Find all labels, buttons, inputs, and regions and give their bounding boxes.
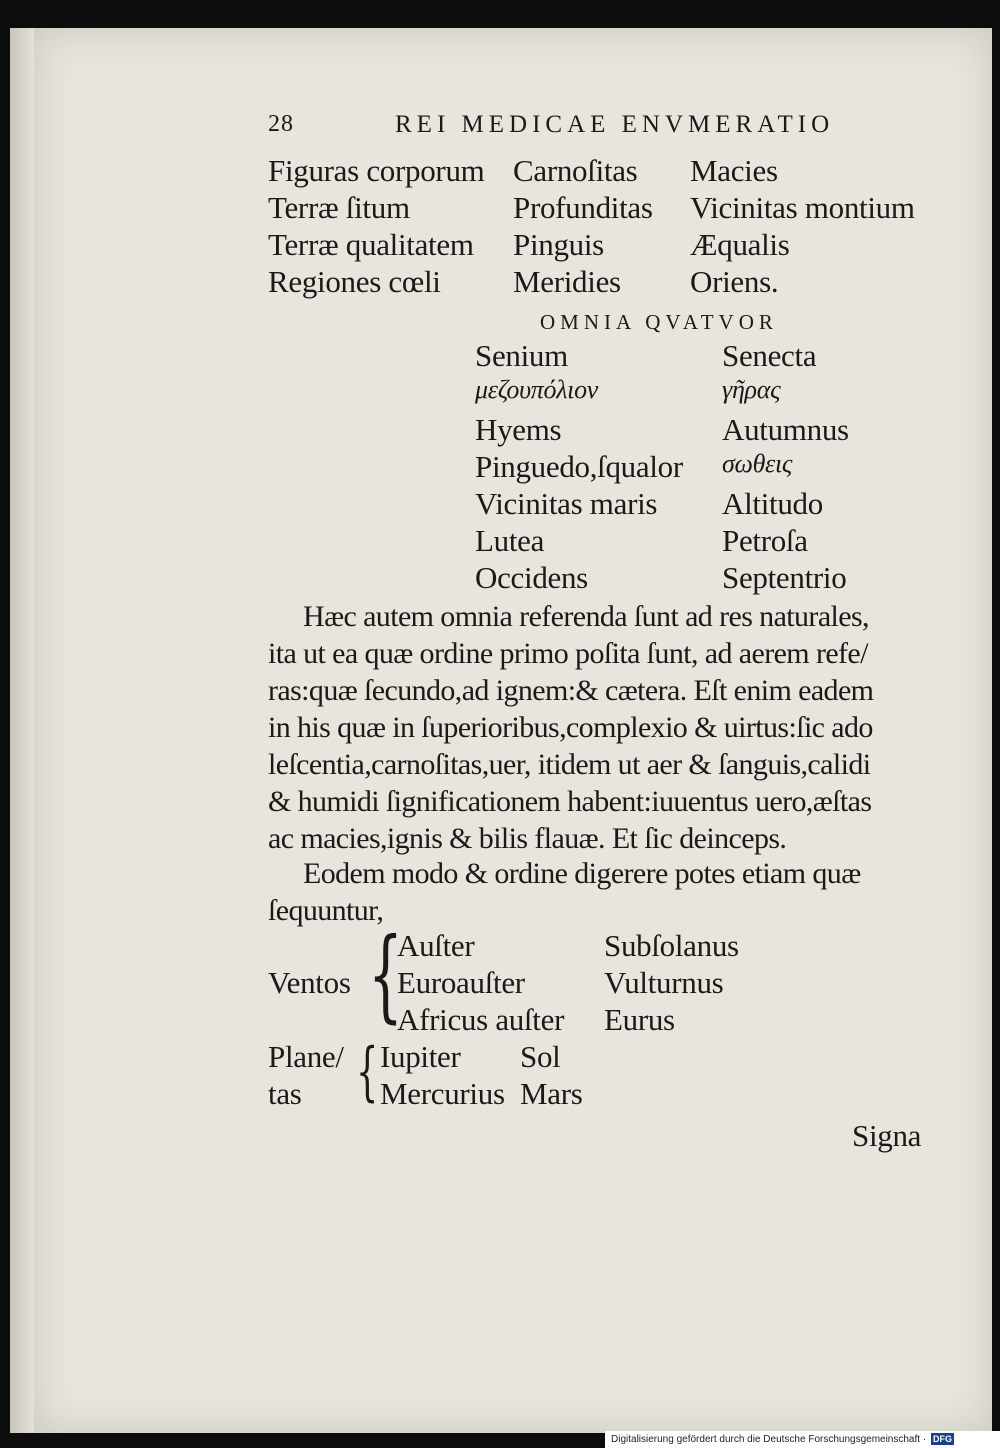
table-cell: Septentrio [722,560,847,595]
table-cell: Pinguis [513,227,604,262]
table-cell: Senecta [722,338,817,373]
table-cell: Pinguedo,ſqualor [475,449,683,484]
paragraph-line: ſequuntur, [268,894,384,927]
group-item: Africus auſter [397,1002,565,1037]
paragraph [268,598,933,857]
table-cell: Autumnus [722,412,849,447]
paragraph-line: Hæc autem omnia referenda ſunt ad res naturales, [303,600,869,633]
group-label: tas [268,1076,302,1111]
paragraph-line: ras:quæ ſecundo,ad ignem:& cætera. Eſt enim eadem [268,674,874,707]
greek-cell: μεζουπόλιον [475,375,599,404]
greek-cell: γῆρας [722,375,781,404]
paragraph-line: ita ut ea quæ ordine primo poſita ſunt, ad aerem refe/ [268,637,868,670]
table-cell: Vicinitas maris [475,486,658,521]
brace-icon: { [356,1035,379,1109]
table-cell: Macies [690,153,778,188]
table-cell: Profunditas [513,190,653,225]
group-item: Eurus [604,1002,675,1037]
table-cell: Lutea [475,523,545,558]
table-cell: Terræ qualitatem [268,227,474,262]
table-cell: Terræ ſitum [268,190,410,225]
group-item: Iupiter [380,1039,461,1074]
paragraph-line: Eodem modo & ordine digerere potes etiam quæ [303,857,861,890]
group-item: Euroauſter [397,965,525,1000]
table-cell: Regiones cœli [268,264,441,299]
table-cell: Æqualis [690,227,790,262]
paragraph-line: leſcentia,carnoſitas,uer, itidem ut aer & ſanguis,calidi [268,748,871,781]
table-cell: Meridies [513,264,621,299]
table-cell: Hyems [475,412,562,447]
group-item: Mercurius [380,1076,505,1111]
group-label: Plane/ [268,1039,344,1074]
table-cell: Oriens. [690,264,779,299]
catchword: Signa [852,1118,922,1153]
digitization-footer [605,1431,1000,1448]
table-cell: Petroſa [722,523,808,558]
section-heading: OMNIA QVATVOR [540,310,778,334]
table-cell: Occidens [475,560,588,595]
brace-icon: { [368,916,403,1033]
paragraph-line: & humidi ſignificationem habent:iuuentus uero,æſtas [268,785,872,818]
table-cell: Carnoſitas [513,153,638,188]
paragraph-line: in his quæ in ſuperioribus,complexio & uirtus:ſic ado [268,711,873,744]
table-cell: Senium [475,338,568,373]
paragraph-line: ac macies,ignis & bilis flauæ. Et ſic deinceps. [268,822,787,855]
group-item: Mars [520,1076,583,1111]
page-number: 28 [268,111,294,137]
group-item: Sol [520,1039,561,1074]
running-head: REI MEDICAE ENVMERATIO [395,111,835,138]
dfg-logo: DFG [932,1434,952,1444]
table-cell: Vicinitas montium [690,190,915,225]
group-item: Auſter [397,928,475,963]
footer-text: Digitalisierung gefördert durch die Deutsche Forschungsgemeinschaft · [611,1434,927,1445]
greek-cell: σωθεις [722,449,793,478]
table-cell: Altitudo [722,486,823,521]
group-item: Vulturnus [604,965,724,1000]
group-item: Subſolanus [604,928,739,963]
group-label: Ventos [268,965,351,1000]
table-cell: Figuras corporum [268,153,485,188]
